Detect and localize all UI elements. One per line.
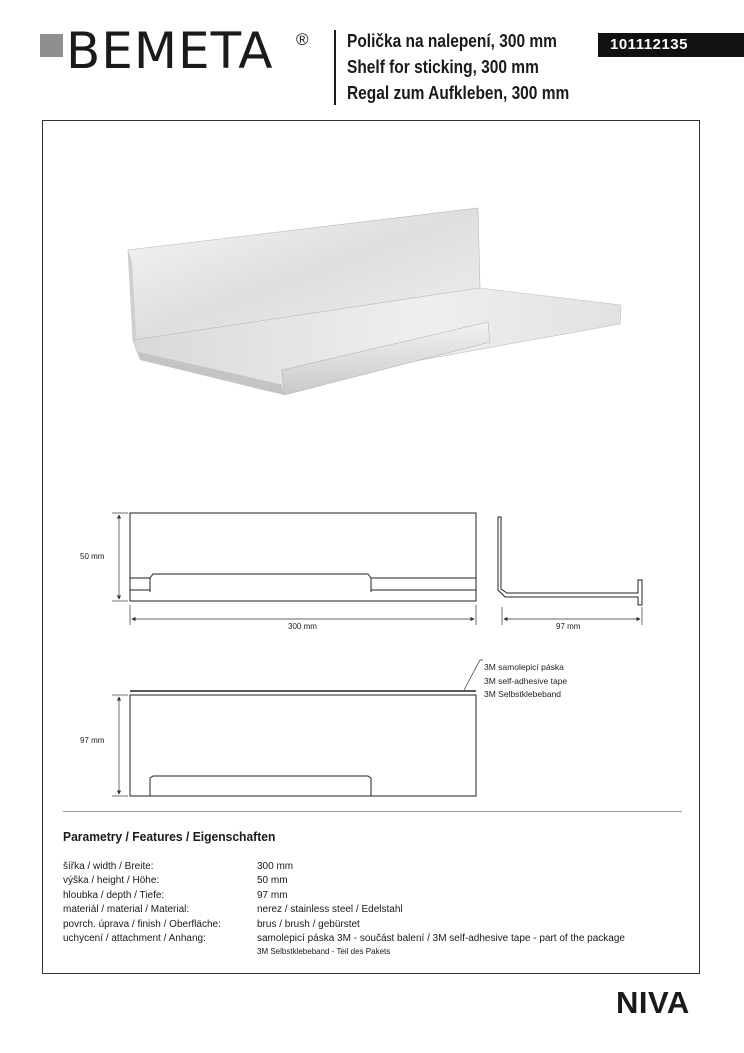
feature-row (63, 932, 625, 946)
height-dimension-label: 50 mm (80, 552, 105, 561)
feature-row (63, 889, 625, 903)
tape-note-de: 3M Selbstklebeband (484, 689, 562, 699)
product-code-badge: 101112135 (598, 33, 744, 57)
tape-note-cz: 3M samolepicí páska (484, 662, 564, 672)
feature-row (63, 918, 625, 932)
feature-extra-line: 3M Selbstklebeband - Teil des Pakets (257, 947, 391, 957)
feature-label: uchycení / attachment / Anhang: (63, 933, 206, 945)
feature-value: samolepicí páska 3M - součást balení / 3M self-adhesive tape - part of the package (257, 933, 625, 945)
feature-label: hloubka / depth / Tiefe: (63, 889, 165, 901)
top-depth-dimension-label: 97 mm (80, 736, 105, 745)
height-dimension (112, 513, 128, 601)
features-table (63, 860, 625, 958)
feature-label: materiál / material / Material: (63, 904, 190, 916)
title-cz: Polička na nalepení, 300 mm (347, 31, 557, 51)
feature-row (63, 860, 625, 874)
feature-row (63, 874, 625, 888)
feature-value: nerez / stainless steel / Edelstahl (257, 904, 403, 916)
title-de: Regal zum Aufkleben, 300 mm (347, 83, 570, 103)
features-title: Parametry / Features / Eigenschaften (63, 829, 276, 844)
tape-note (484, 661, 567, 702)
side-depth-dimension-label: 97 mm (556, 622, 581, 631)
tape-note-en: 3M self-adhesive tape (484, 675, 568, 686)
feature-value: brus / brush / gebürstet (257, 918, 360, 930)
feature-label: výška / height / Höhe: (63, 875, 160, 887)
feature-label: šířka / width / Breite: (63, 861, 154, 872)
width-dimension-label: 300 mm (288, 622, 317, 631)
top-depth-dimension (112, 695, 128, 796)
product-photo (128, 208, 621, 395)
brand-logo: BEMETA (66, 22, 274, 80)
tape-leader-line (464, 660, 483, 690)
feature-value: 50 mm (257, 875, 288, 887)
section-divider (63, 811, 682, 812)
series-name: NIVA (616, 985, 690, 1020)
front-view-drawing (130, 513, 476, 601)
feature-value: 300 mm (257, 861, 294, 872)
feature-value: 97 mm (257, 889, 288, 901)
side-view-drawing (498, 517, 642, 605)
feature-label: povrch. úprava / finish / Oberfläche: (63, 918, 221, 930)
title-en: Shelf for sticking, 300 mm (347, 57, 539, 77)
top-view-drawing (130, 691, 476, 796)
registered-mark: ® (296, 30, 309, 49)
feature-row (63, 903, 625, 917)
